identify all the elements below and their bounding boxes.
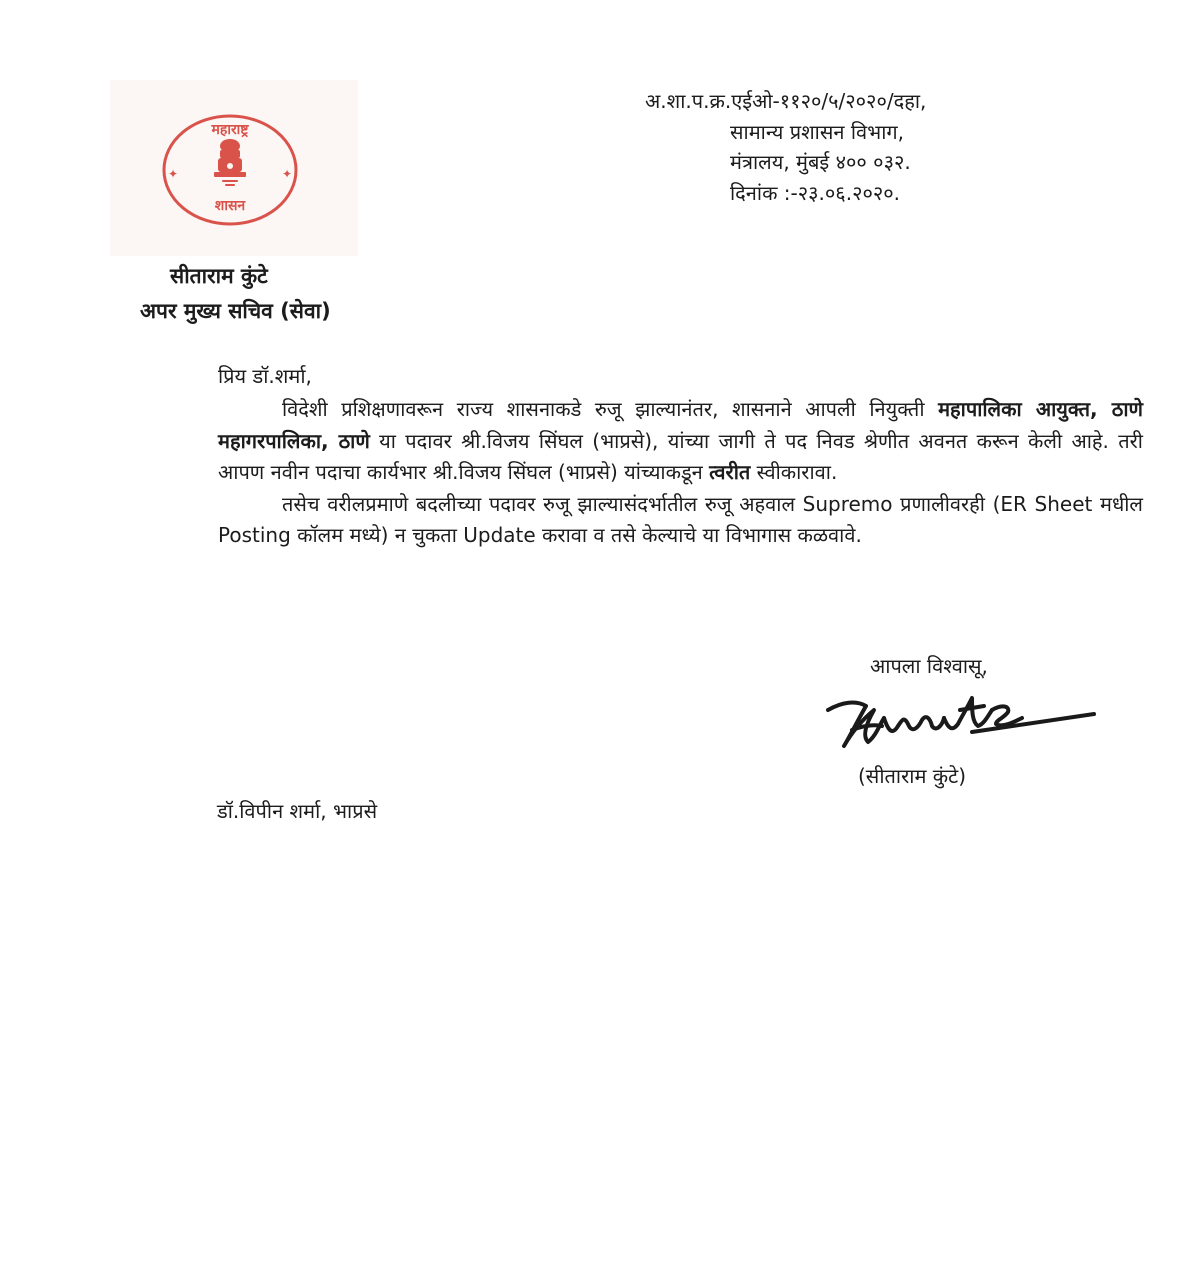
reference-block — [645, 86, 926, 208]
sender-title: अपर मुख्य सचिव (सेवा) — [140, 299, 331, 323]
seal-text-bottom: शासन — [214, 198, 246, 214]
sender-name: सीताराम कुंटे — [170, 264, 268, 288]
svg-text:✦: ✦ — [168, 167, 179, 181]
para1-text-2: या पदावर श्री.विजय सिंघल (भाप्रसे), यांच्या जागी ते पद निवड श्रेणीत अवनत करून केली आहे. तरी आपण नवीन पदाचा कार्यभार श्री.विजय सिंघल (भाप्रसे) यांच्याकडून — [218, 428, 1143, 484]
signature-icon — [822, 680, 1102, 760]
paragraph-1 — [218, 394, 1143, 489]
recipient-name: डॉ.विपीन शर्मा, भाप्रसे — [217, 799, 378, 823]
letter-date: दिनांक :-२३.०६.२०२०. — [730, 180, 901, 205]
letter-body — [218, 394, 1143, 552]
para1-bold-urgent: त्वरीत — [709, 460, 751, 484]
department-name: सामान्य प्रशासन विभाग, — [730, 119, 904, 144]
para1-text-1: विदेशी प्रशिक्षणावरून राज्य शासनाकडे रुजू झाल्यानंतर, शासनाने आपली नियुक्ती — [282, 397, 939, 421]
national-emblem-icon — [214, 139, 246, 186]
closing-line: आपला विश्वासू, — [870, 654, 988, 678]
state-seal-icon — [110, 80, 358, 256]
para1-text-3: स्वीकारावा. — [750, 460, 838, 484]
paragraph-2: तसेच वरीलप्रमाणे बदलीच्या पदावर रुजू झाल्यासंदर्भातील रुजू अहवाल Supremo प्रणालीवरही (ER Sheet मधील Posting कॉलम मध्ये) न चुकता Update करावा व तसे केल्याचे या विभागास कळवावे. — [218, 491, 1143, 547]
office-address: मंत्रालय, मुंबई ४०० ०३२. — [730, 150, 911, 174]
svg-text:✦: ✦ — [282, 167, 293, 181]
para1-bold-posting: महापालिका आयुक्त, ठाणे महागरपालिका, ठाणे — [218, 397, 1143, 453]
emblem-area — [110, 80, 358, 256]
reference-number: अ.शा.प.क्र.एईओ-११२०/५/२०२०/दहा, — [645, 89, 927, 113]
salutation: प्रिय डॉ.शर्मा, — [218, 364, 312, 388]
seal-text-top: महाराष्ट्र — [211, 122, 249, 138]
signatory-name: (सीताराम कुंटे) — [858, 764, 967, 788]
